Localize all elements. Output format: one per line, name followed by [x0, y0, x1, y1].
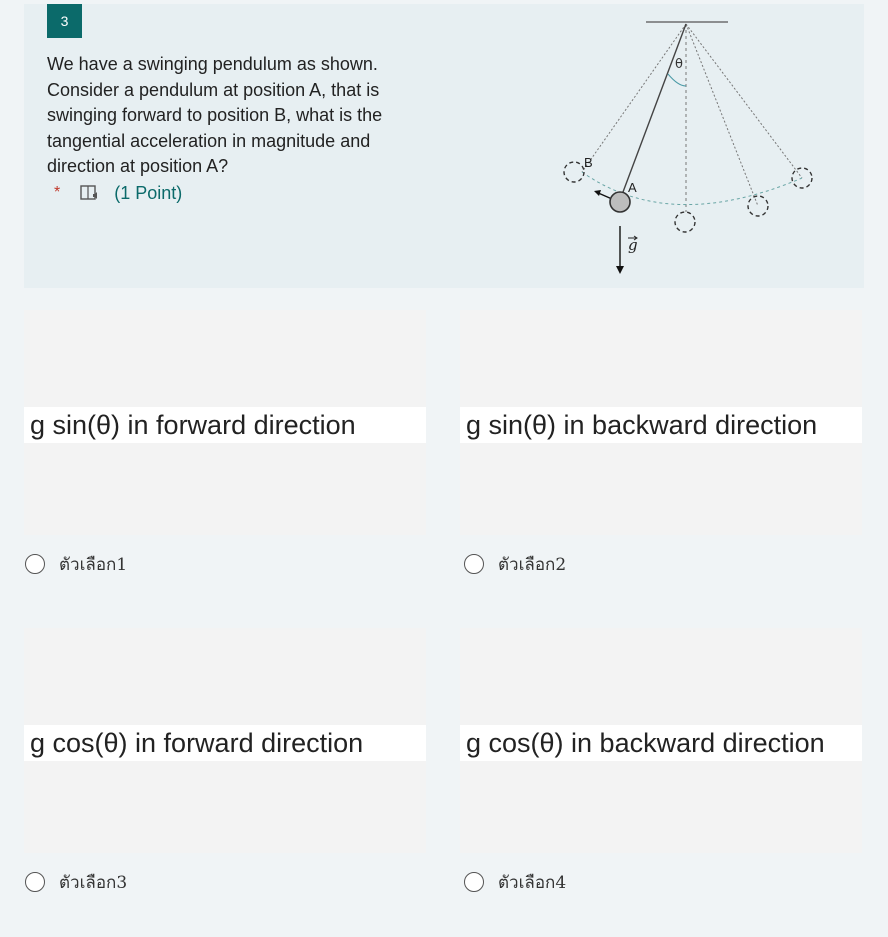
option-1-image-text: g sin(θ) in forward direction — [24, 407, 426, 443]
pendulum-diagram — [550, 12, 840, 282]
option-2-image[interactable] — [460, 310, 862, 535]
pendulum-bob-a — [610, 192, 630, 212]
label-a: A — [628, 180, 637, 195]
points-label: (1 Point) — [114, 182, 183, 203]
question-meta — [54, 180, 182, 206]
option-3-image-text: g cos(θ) in forward direction — [24, 725, 426, 761]
ghost-bob-c — [675, 212, 695, 232]
dotted-string-b — [582, 24, 686, 172]
dotted-string-c — [686, 24, 758, 206]
angle-label: θ — [675, 57, 683, 72]
label-b: B — [584, 155, 593, 170]
option-3-choice[interactable] — [25, 869, 127, 895]
option-1-choice[interactable] — [25, 551, 127, 577]
pendulum-string — [620, 24, 686, 200]
question-text: We have a swinging pendulum as shown. Consider a pendulum at position A, that is swinging forward to position B, what is the tangential acceleration in magnitude and direction at position A? — [47, 54, 383, 176]
option-4-image[interactable] — [460, 628, 862, 853]
option-2-label: ตัวเลือก2 — [498, 554, 567, 575]
option-4-label: ตัวเลือก4 — [498, 872, 567, 893]
option-2-image-text: g sin(θ) in backward direction — [460, 407, 862, 443]
option-4-image-text: g cos(θ) in backward direction — [460, 725, 862, 761]
option-2-radio[interactable] — [464, 554, 484, 574]
option-3-image[interactable] — [24, 628, 426, 853]
dotted-string-d — [686, 24, 802, 178]
required-indicator: * — [54, 184, 61, 201]
ghost-bob-b — [564, 162, 584, 182]
option-2-choice[interactable] — [464, 551, 566, 577]
option-1-image[interactable] — [24, 310, 426, 535]
option-1-label: ตัวเลือก1 — [59, 554, 128, 575]
option-3-label: ตัวเลือก3 — [59, 872, 128, 893]
option-3-radio[interactable] — [25, 872, 45, 892]
option-1-radio[interactable] — [25, 554, 45, 574]
angle-arc — [668, 74, 686, 86]
immersive-reader-icon[interactable] — [80, 184, 100, 202]
option-4-radio[interactable] — [464, 872, 484, 892]
gravity-label: g — [628, 236, 638, 254]
option-4-choice[interactable] — [464, 869, 566, 895]
question-number-badge: 3 — [47, 4, 82, 38]
